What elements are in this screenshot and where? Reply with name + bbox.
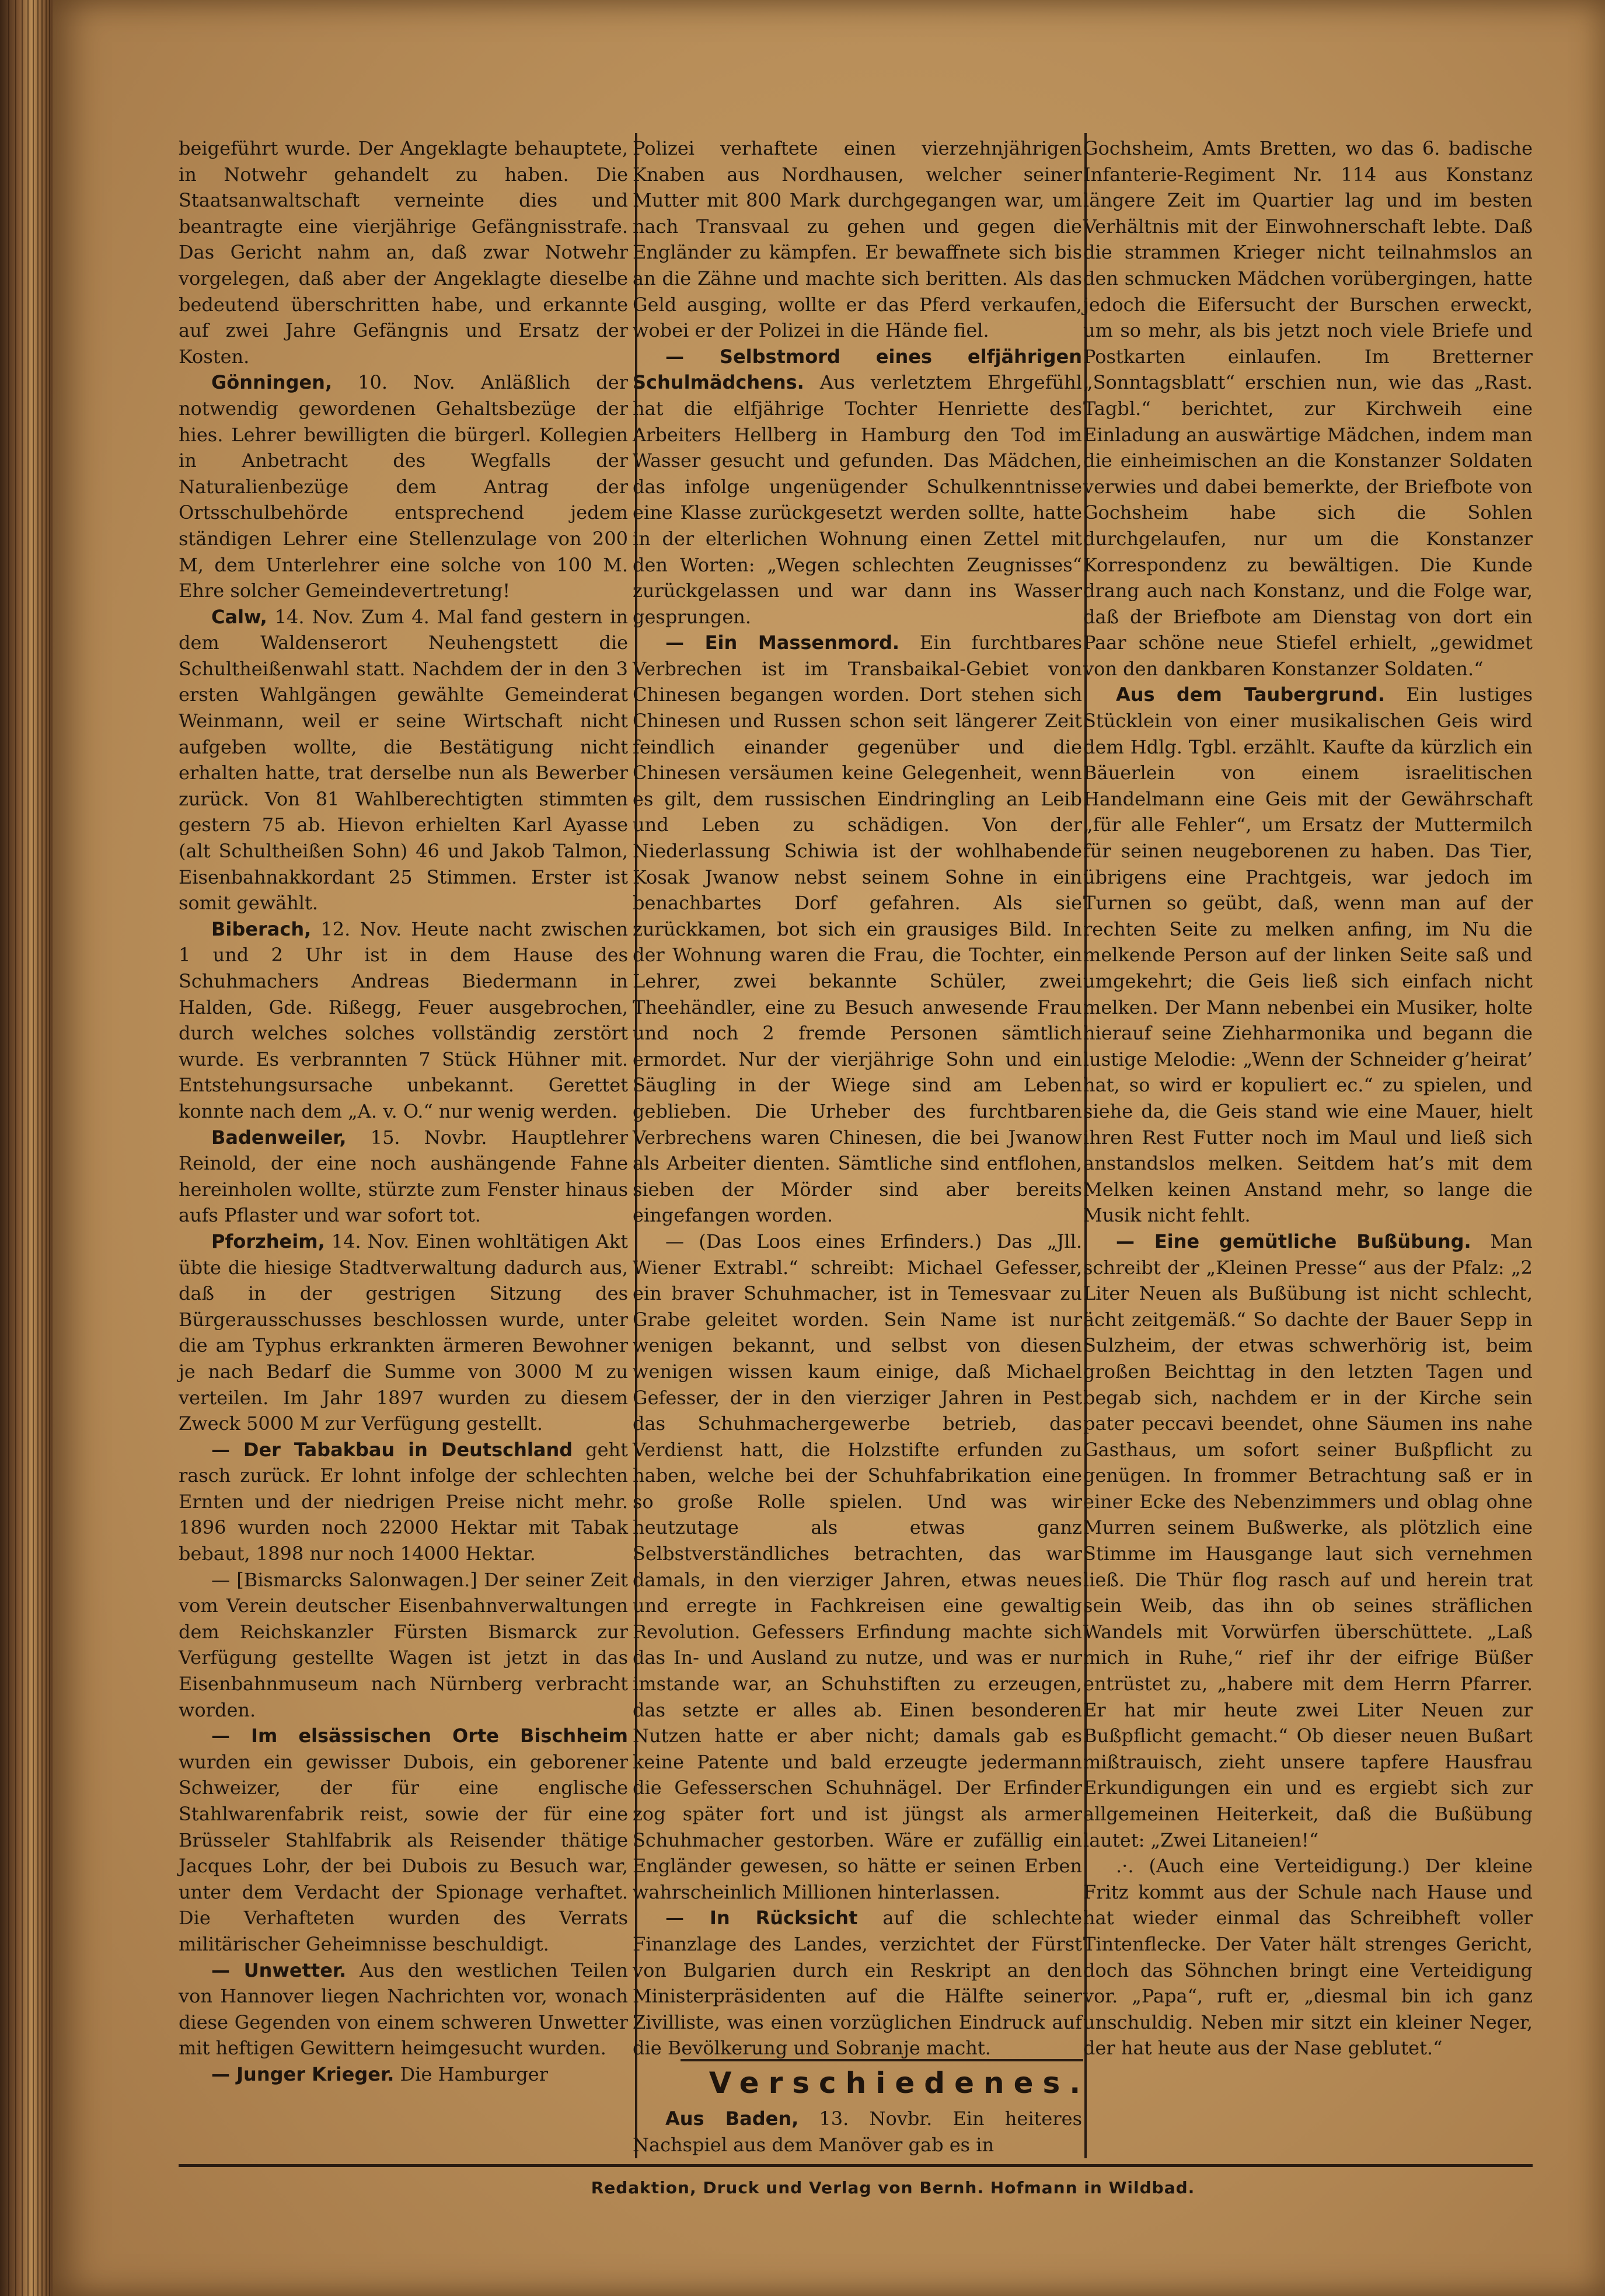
article-paragraph: [633, 2106, 1082, 2158]
article-text: Ein furchtbares Verbrechen ist im Transbaikal-Gebiet von Chinesen begangen worden. Dort stehen sich Chinesen und Russen schon seit längerer Zeit feindlich einander gegenüber und die Chinesen versäumen keine Gelegenheit, wenn es gilt, dem russischen Eindringling an Leib und Leben zu schädigen. Von der Niederlassung Schiwia ist der wohlhabende Kosak Jwanow nebst seinem Sohne in ein benachbartes Dorf gefahren. Als sie zurückkamen, bot sich ein grausiges Bild. In der Wohnung waren die Frau, die Tochter, ein Lehrer, zwei bekannte Schüler, zwei Theehändler, eine zu Besuch anwesende Frau und noch 2 fremde Personen sämtlich ermordet. Nur der vierjährige Sohn und ein Säugling in der Wiege sind am Leben geblieben. Die Urheber des furchtbaren Verbrechens waren Chinesen, die bei Jwanow als Arbeiter dienten. Sämtliche sind entflohen, sieben der Mörder sind aber bereits eingefangen worden.: [633, 631, 1083, 1227]
article-paragraph: [179, 1229, 628, 1437]
article-paragraph: [179, 1125, 628, 1229]
page-stack-edge: [0, 0, 53, 2296]
article-lead: Pforzheim,: [211, 1230, 325, 1252]
column-left: [179, 135, 628, 2088]
article-paragraph: [179, 1723, 628, 1957]
column-middle: [633, 135, 1082, 2061]
article-text: 12. Nov. Heute nacht zwischen 1 und 2 Uhr ist in dem Hause des Schuhmachers Andreas Biedermann in Halden, Gde. Rißegg, Feuer ausgebrochen, durch welches solches vollständig zerstört wurde. Es verbrannten 7 Stück Hühner mit. Entstehungsursache unbekannt. Gerettet konnte nach dem „A. v. O.“ nur wenig werden.: [179, 917, 628, 1122]
article-text: Polizei verhaftete einen vierzehnjährigen Knaben aus Nordhausen, welcher seiner Mutter mit 800 Mark durchgegangen war, um nach Transvaal zu gehen und gegen die Engländer zu kämpfen. Er bewaffnete sich bis an die Zähne und machte sich beritten. Als das Geld ausging, wollte er das Pferd verkaufen, wobei er der Polizei in die Hände fiel.: [633, 137, 1082, 342]
article-paragraph: [179, 1957, 628, 2061]
article-lead: Aus Baden,: [665, 2107, 799, 2130]
article-text: Man schreibt der „Kleinen Presse“ aus der Pfalz: „2 Liter Neuen als Bußübung ist nicht schlecht, ächt zeitgemäß.“ So dachte der Bauer Sepp in Sulzheim, der etwas schwerhörig ist, beim großen Beichttag in den letzten Tagen und begab sich, nachdem er in der Kirche sein pater peccavi beendet, ohne Säumen ins nahe Gasthaus, um sofort seiner Bußpflicht zu genügen. In frommer Betrachtung saß er in einer Ecke des Nebenzimmers und oblag ohne Murren seinem Bußwerke, als plötzlich eine Stimme im Hausgange laut sich vernehmen ließ. Die Thür flog rasch auf und herein trat sein Weib, das ihn ob seines sträflichen Wandels mit Vorwürfen überschüttete. „Laß mich in Ruhe,“ rief ihr der eifrige Büßer entrüstet zu, „habere mit dem Herrn Pfarrer. Er hat mir heute zwei Liter Neuen zur Bußpflicht gemacht.“ Ob dieser neuen Bußart mißtrauisch, zieht unsere tapfere Hausfrau Erkundigungen ein und es ergiebt sich zur allgemeinen Heiterkeit, daß die Bußübung lautet: „Zwei Litaneien!“: [1083, 1230, 1533, 1851]
article-paragraph: [179, 604, 628, 916]
article-text: 10. Nov. Anläßlich der notwendig gewordenen Gehaltsbezüge der hies. Lehrer bewilligten die bürgerl. Kollegien in Anbetracht des Wegfalls der Naturalienbezüge dem Antrag der Ortsschulbehörde entsprechend jedem ständigen Lehrer eine Stellenzulage von 200 M, dem Unterlehrer eine solche von 100 M. Ehre solcher Gemeindevertretung!: [179, 371, 628, 602]
article-text: 13. Novbr. Ein heiteres Nachspiel aus dem Manöver gab es in: [633, 2107, 1083, 2156]
column-right: [1083, 135, 1533, 2061]
article-lead: — Ein Massenmord.: [665, 631, 900, 654]
article-text: — (Das Loos eines Erfinders.) Das „Jll. Wiener Extrabl.“ schreibt: Michael Gefesser, ein braver Schuhmacher, ist in Temesvaar zu Grabe geleitet worden. Sein Name ist nur wenigen bekannt, und selbst von diesen wenigen wissen kaum einige, daß Michael Gefesser, der in den vierziger Jahren in Pest das Schuhmachergewerbe betrieb, das Verdienst hatt, die Holzstifte erfunden zu haben, welche bei der Schuhfabrikation eine so große Rolle spielen. Und was wir heutzutage als etwas ganz Selbstverständliches betrachten, das war damals, in den vierziger Jahren, etwas neues und erregte in Fachkreisen eine gewaltig Revolution. Gefessers Erfindung machte sich das In- und Ausland zu nutze, und was er nur imstande war, an Schuhstiften zu erzeugen, das setzte er alles ab. Einen besonderen Nutzen hatte er aber nicht; damals gab es keine Patente und bald erzeugte jedermann die Gefesserschen Schuhnägel. Der Erfinder zog später fort und ist jüngst als armer Schuhmacher gestorben. Wäre er zufällig ein Engländer gewesen, so hätte er seinen Erben wahrscheinlich Millionen hinterlassen.: [633, 1230, 1082, 1903]
article-lead: — Der Tabakbau in Deutschland: [211, 1438, 573, 1461]
imprint: Redaktion, Druck und Verlag von Bernh. Hofmann in Wildbad.: [591, 2178, 1195, 2197]
article-paragraph: [179, 369, 628, 603]
article-lead: — Selbstmord eines elfjährigen Schulmädchens.: [633, 345, 1082, 394]
article-paragraph: [1083, 682, 1533, 1228]
article-text: wurden ein gewisser Dubois, ein geborener Schweizer, der für eine englische Stahlwarenfabrik reist, sowie der für eine Brüsseler Stahlfabrik als Reisender thätige Jacques Lohr, der bei Dubois zu Besuch war, unter dem Verdacht der Spionage verhaftet. Die Verhafteten wurden des Verrats militärischer Geheimnisse beschuldigt.: [179, 1750, 628, 1955]
section-heading: Verschiedenes.: [709, 2066, 1090, 2100]
article-lead: Calw,: [211, 605, 267, 628]
article-lead: — Unwetter.: [211, 1959, 347, 1981]
article-text: Die Hamburger: [394, 2063, 548, 2085]
article-lead: — Im elsässischen Orte Bischheim: [211, 1725, 628, 1747]
heading-rule-top: [681, 2059, 1083, 2061]
article-text: .·. (Auch eine Verteidigung.) Der kleine Fritz kommt aus der Schule nach Hause und hat wieder einmal das Schreibheft voller Tintenflecke. Der Vater hält strenges Gericht, doch das Söhnchen bringt eine Verteidigung vor. „Papa“, ruft er, „diesmal bin ich ganz unschuldig. Neben mir sitzt ein kleiner Neger, der hat heute aus der Nase geblutet.“: [1083, 1855, 1533, 2060]
article-lead: — Junger Krieger.: [211, 2063, 395, 2085]
article-paragraph: [633, 1905, 1082, 2061]
article-paragraph: [633, 1229, 1082, 1905]
article-lead: Badenweiler,: [211, 1126, 347, 1149]
article-text: Ein lustiges Stücklein von einer musikalischen Geis wird dem Hdlg. Tgbl. erzählt. Kaufte da kürzlich ein Bäuerlein von einem israelitischen Handelmann eine Geis mit der Gewährschaft „für alle Fehler“, um Ersatz der Muttermilch für seinen neugeborenen zu haben. Das Tier, übrigens eine Prachtgeis, war jedoch im Turnen so geübt, daß, wenn man auf der rechten Seite zu melken anfing, im Nu die melkende Person auf der linken Seite saß und umgekehrt; die Geis ließ sich einfach nicht melken. Der Mann nebenbei ein Musiker, holte hierauf seine Ziehharmonika und begann die lustige Melodie: „Wenn der Schneider g’heirat’ hat, so wird er kopuliert ec.“ zu spielen, und siehe da, die Geis stand wie eine Mauer, hielt ihren Rest Futter noch im Maul und ließ sich anstandslos melken. Seitdem hat’s mit dem Melken keinen Anstand mehr, so lange die Musik nicht fehlt.: [1083, 683, 1533, 1227]
article-text: — [Bismarcks Salonwagen.] Der seiner Zeit vom Verein deutscher Eisenbahnverwaltungen dem Reichskanzler Fürsten Bismarck zur Verfügung gestellte Wagen ist jetzt in das Eisenbahnmuseum nach Nürnberg verbracht worden.: [179, 1568, 628, 1721]
article-lead: — In Rücksicht: [665, 1907, 858, 1929]
article-lead: — Eine gemütliche Bußübung.: [1116, 1230, 1471, 1252]
article-text: Aus den westlichen Teilen von Hannover liegen Nachrichten vor, wonach diese Gegenden von einem schweren Unwetter mit heftigen Gewittern heimgesucht wurden.: [179, 1959, 629, 2060]
article-text: geht rasch zurück. Er lohnt infolge der schlechten Ernten und der niedrigen Preise nicht mehr. 1896 wurden noch 22000 Hektar mit Tabak bebaut, 1898 nur noch 14000 Hektar.: [179, 1438, 628, 1565]
article-paragraph: [179, 1567, 628, 1723]
article-text: beigeführt wurde. Der Angeklagte behauptete, in Notwehr gehandelt zu haben. Die Staatsanwaltschaft verneinte dies und beantragte eine vierjährige Gefängnisstrafe. Das Gericht nahm an, daß zwar Notwehr vorgelegen, daß aber der Angeklagte dieselbe bedeutend überschritten habe, und erkannte auf zwei Jahre Gefängnis und Ersatz der Kosten.: [179, 137, 628, 368]
article-paragraph: [633, 344, 1082, 630]
article-paragraph: [1083, 135, 1533, 682]
article-paragraph: [179, 1437, 628, 1567]
article-paragraph: [1083, 1229, 1533, 1853]
article-text: 14. Nov. Zum 4. Mal fand gestern in dem Waldenserort Neuhengstett die Schultheißenwahl statt. Nachdem der in den 3 ersten Wahlgängen gewählte Gemeinderat Weinmann, weil er seine Wirtschaft nicht aufgeben wollte, die Bestätigung nicht erhalten hatte, trat derselbe nun als Bewerber zurück. Von 81 Wahlberechtigten stimmten gestern 75 ab. Hievon erhielten Karl Ayasse (alt Schultheißen Sohn) 46 und Jakob Talmon, Eisenbahnakkordant 25 Stimmen. Erster ist somit gewählt.: [179, 605, 628, 915]
article-paragraph: [179, 916, 628, 1125]
article-text: Gochsheim, Amts Bretten, wo das 6. badische Infanterie-Regiment Nr. 114 aus Konstanz längere Zeit im Quartier lag und im besten Verhältnis mit der Einwohnerschaft lebte. Daß die strammen Krieger nicht teilnahmslos an den schmucken Mädchen vorübergingen, hatte jedoch die Eifersucht der Burschen erweckt, um so mehr, als bis jetzt noch viele Briefe und Postkarten einlaufen. Im Bretterner „Sonntagsblatt“ erschien nun, wie das „Rast. Tagbl.“ berichtet, zur Kirchweih eine Einladung an auswärtige Mädchen, indem man die einheimischen an die Konstanzer Soldaten verwies und dabei bemerkte, der Briefbote von Gochsheim habe sich die Sohlen durchgelaufen, nur um die Konstanzer Korrespondenz zu bewältigen. Die Kunde drang auch nach Konstanz, und die Folge war, daß der Briefbote am Dienstag von dort ein Paar schöne neue Stiefel erhielt, „gewidmet von den dankbaren Konstanzer Soldaten.“: [1083, 137, 1533, 680]
article-text: 14. Nov. Einen wohltätigen Akt übte die hiesige Stadtverwaltung dadurch aus, daß in der gestrigen Sitzung des Bürgerausschusses beschlossen wurde, unter die am Typhus erkrankten ärmeren Bewohner je nach Bedarf die Summe von 3000 M zu verteilen. Im Jahr 1897 wurden zu diesem Zweck 5000 M zur Verfügung gestellt.: [179, 1230, 628, 1435]
article-paragraph: [179, 2061, 628, 2088]
article-paragraph: [1083, 1853, 1533, 2061]
article-text: 15. Novbr. Hauptlehrer Reinold, der eine noch aushängende Fahne hereinholen wollte, stürzte zum Fenster hinaus aufs Pflaster und war sofort tot.: [179, 1126, 628, 1227]
article-paragraph: [179, 135, 628, 369]
article-lead: Biberach,: [211, 917, 312, 940]
article-lead: Gönningen,: [211, 371, 333, 394]
article-paragraph: [633, 135, 1082, 344]
article-text: Aus verletztem Ehrgefühl hat die elfjährige Tochter Henriette des Arbeiters Hellberg in Hamburg den Tod im Wasser gesucht und gefunden. Das Mädchen, das infolge ungenügender Schulkenntnisse eine Klasse zurückgesetzt werden sollte, hatte in der elterlichen Wohnung einen Zettel mit den Worten: „Wegen schlechten Zeugnisses“ zurückgelassen und war dann ins Wasser gesprungen.: [633, 371, 1082, 628]
article-text: auf die schlechte Finanzlage des Landes, verzichtet der Fürst von Bulgarien durch ein Reskript an den Ministerpräsidenten auf die Hälfte seiner Zivilliste, was einen vorzüglichen Eindruck auf die Bevölkerung und Sobranje macht.: [633, 1907, 1082, 2060]
article-paragraph: [633, 630, 1082, 1229]
footer-rule: [179, 2164, 1533, 2167]
article-lead: Aus dem Taubergrund.: [1116, 683, 1385, 706]
column-middle-continued: [633, 2106, 1082, 2158]
